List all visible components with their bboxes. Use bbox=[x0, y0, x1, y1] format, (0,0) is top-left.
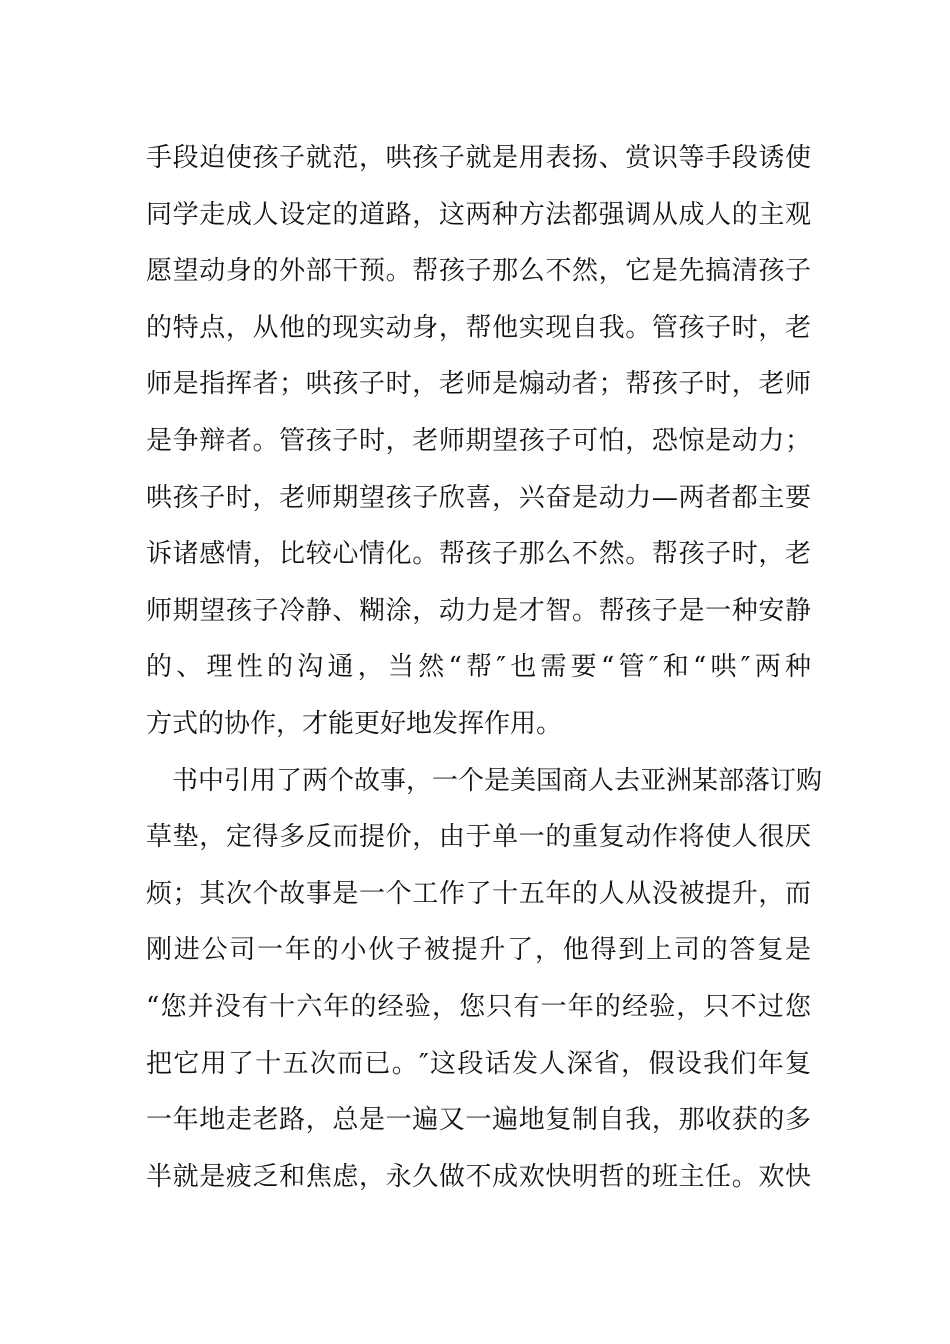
text-line: 烦；其次个故事是一个工作了十五年的人从没被提升，而 bbox=[146, 878, 811, 909]
text-line: 草垫，定得多反而提价，由于单一的重复动作将使人很厌 bbox=[146, 822, 811, 853]
text-line: 半就是疲乏和焦虑，永久做不成欢快明哲的班主任。欢快 bbox=[146, 1161, 811, 1192]
text-line: 师是指挥者；哄孩子时，老师是煽动者；帮孩子时，老师 bbox=[146, 369, 811, 400]
text-line: 师期望孩子冷静、糊涂，动力是才智。帮孩子是一种安静 bbox=[146, 595, 811, 626]
text-line: 是争辩者。管孩子时，老师期望孩子可怕，恐惊是动力； bbox=[146, 425, 811, 456]
text-line: 同学走成人设定的道路，这两种方法都强调从成人的主观 bbox=[146, 199, 811, 230]
text-line: 的特点，从他的现实动身，帮他实现自我。管孩子时，老 bbox=[146, 312, 811, 343]
body-text bbox=[146, 130, 823, 1205]
text-line: “您并没有十六年的经验，您只有一年的经验，只不过您 bbox=[146, 991, 811, 1022]
text-line: 方式的协作，才能更好地发挥作用。 bbox=[146, 708, 563, 739]
text-line: 书中引用了两个故事，一个是美国商人去亚洲某部落订购 bbox=[172, 765, 823, 796]
text-line: 把它用了十五次而已。″这段话发人深省，假设我们年复 bbox=[146, 1048, 811, 1079]
paragraph-2 bbox=[146, 753, 823, 1206]
paragraph-1 bbox=[146, 130, 811, 753]
text-line: 诉诸感情，比较心情化。帮孩子那么不然。帮孩子时，老 bbox=[146, 539, 811, 570]
text-line: 刚进公司一年的小伙子被提升了，他得到上司的答复是 bbox=[146, 935, 811, 966]
text-line: 一年地走老路，总是一遍又一遍地复制自我，那收获的多 bbox=[146, 1105, 811, 1136]
text-line: 愿望动身的外部干预。帮孩子那么不然，它是先搞清孩子 bbox=[146, 256, 811, 287]
text-line: 哄孩子时，老师期望孩子欣喜，兴奋是动力—两者都主要 bbox=[146, 482, 811, 513]
text-line: 手段迫使孩子就范，哄孩子就是用表扬、赏识等手段诱使 bbox=[146, 143, 811, 173]
text-line: 的、理性的沟通，当然“帮″也需要“管″和“哄″两种 bbox=[146, 652, 811, 683]
